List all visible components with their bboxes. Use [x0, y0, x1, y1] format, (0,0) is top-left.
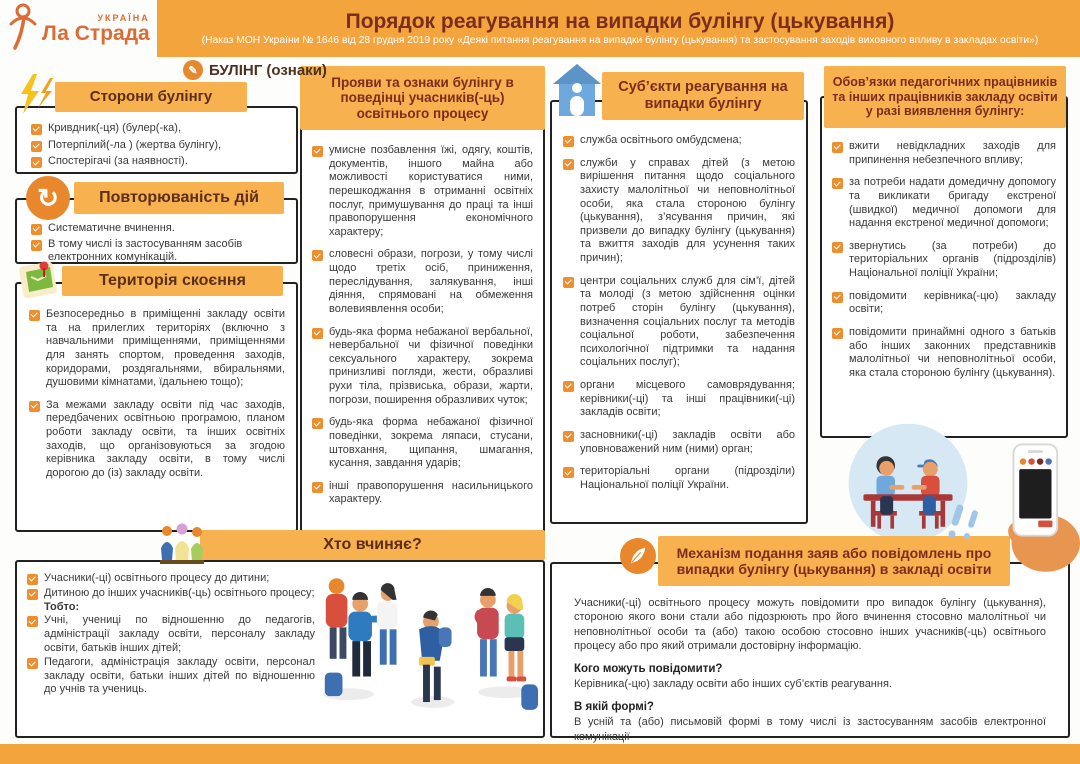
check-bullet-icon: [31, 157, 42, 168]
check-bullet-icon: [312, 328, 323, 339]
feather-pen-icon: [620, 538, 656, 574]
section-title-terytoria: Територія скоєння: [62, 266, 283, 296]
logo-figure-icon: [6, 2, 40, 55]
panel-subjekty: [550, 100, 808, 524]
list-item: служба освітнього омбудсмена;: [580, 134, 742, 146]
list-item: За межами закладу освіти під час заходів, передбачених освітньою програмою, планом роботи закладу освіти, та інших освітніх заходів, що організовуються за згодою керівника закладу освіти, в тому числі дорогою до (із) закладу освіти.: [46, 398, 285, 479]
check-bullet-icon: [29, 310, 40, 321]
section-title-povtor: Повторюваність дій: [74, 182, 284, 214]
list-item: Систематичне вчинення.: [48, 222, 175, 234]
mekhanizm-question-1: Кого можуть повідомити?: [574, 663, 723, 676]
page-subtitle: (Наказ МОН України № 1646 від 28 грудня 2019 року «Деякі питання реагування на випадки булінгу (цькування) та застосування заходів виховного впливу в закладах освіти»): [201, 35, 1039, 47]
check-bullet-icon: [563, 431, 574, 442]
list-item: Спостерігачі (за наявності).: [48, 155, 188, 168]
panel-khto: [15, 560, 545, 738]
check-bullet-icon: [563, 381, 574, 392]
check-bullet-icon: [31, 141, 42, 152]
page-title: Порядок реагування на випадки булінгу (цькування): [345, 10, 895, 34]
exclamation-marks-icon: [948, 500, 984, 557]
panel-terytoria: [15, 282, 298, 532]
list-item: вжити невідкладних заходів для припинення небезпечного впливу;: [849, 140, 1056, 166]
check-bullet-icon: [832, 142, 843, 153]
section-title-obovyazky: Обов’язки педагогічних працівників та інших працівників закладу освіти у разі виявлення булінгу:: [824, 66, 1066, 128]
check-bullet-icon: [31, 240, 42, 251]
house-icon: [551, 62, 603, 123]
list-item: Дитиною до інших учасників(-ць) освітнього процесу;: [44, 586, 315, 599]
list-item: інші правопорушення насильницького характеру.: [329, 479, 533, 506]
students-bullying-illustration: [313, 566, 539, 735]
tobto-label: Тобто:: [44, 601, 80, 614]
list-item: засновники(-ці) закладів освіти або уповноважений ним (ними) орган;: [580, 428, 795, 455]
list-item: повідомити керівника(-цю) закладу освіти;: [849, 289, 1056, 316]
list-item: Потерпілий(-ла ) (жертва булінгу),: [48, 138, 222, 151]
check-bullet-icon: [312, 146, 323, 157]
logo-country-label: УКРАЇНА: [97, 12, 150, 23]
mekhanizm-paragraph: Учасники(-ці) освітнього процесу можуть повідомити про випадок булінгу (цькування), стороною якого вони стали або підозрюють про його вчинення стосовно малолітньої чи неповнолітньої особи та (або) такою особою стосовно інших учасників(-ць) освітнього процесу або про який отримали достовірну інформацію.: [574, 597, 1046, 652]
list-item: Кривдник(-ця) (булер(-ка),: [48, 122, 181, 134]
check-bullet-icon: [832, 328, 843, 339]
mekhanizm-answer-1: Керівника(-цю) закладу освіти або інших суб’єктів реагування.: [574, 678, 892, 691]
buling-heading-label: БУЛІНГ (ознаки): [209, 61, 327, 79]
list-item: територіальні органи (підрозділи) Національної поліції України.: [580, 465, 795, 491]
list-item: Безпосередньо в приміщенні закладу освіти та на прилеглих територіях (включно з навчальними приміщеннями, приміщеннями для занять спортом, проведення заходів, коридорами, роздягальнями, вбиральнями, душовими кімнатами, їдальнею тощо);: [46, 308, 285, 389]
la-strada-logo: [0, 0, 157, 57]
bottom-accent-bar: [0, 744, 1080, 764]
list-item: повідомити принаймні одного з батьків або інших законних представників малолітньої чи неповнолітньої особи, яка стала стороною булінгу (цькування).: [849, 325, 1056, 379]
check-bullet-icon: [27, 658, 38, 669]
check-bullet-icon: [832, 242, 843, 253]
panel-proyavy: [300, 96, 545, 540]
check-bullet-icon: [832, 178, 843, 189]
section-title-subjekty: Суб’єкти реагування на випадки булінгу: [602, 72, 804, 120]
list-item: органи місцевого самоврядування; керівники(-ці) та інші працівники(-ці) закладів освіти;: [580, 379, 795, 419]
panel-mekhanizm: [550, 562, 1070, 743]
list-item: словесні образи, погрози, у тому числі щодо третіх осіб, приниження, переслідування, залякування, інші діяння, спрямовані на обмеження волевиявлення особи;: [329, 248, 533, 315]
pencil-icon: ✎: [183, 60, 203, 80]
check-bullet-icon: [563, 136, 574, 147]
check-bullet-icon: [563, 159, 574, 170]
check-bullet-icon: [832, 292, 843, 303]
section-title-mekhanizm: Механізм подання заяв або повідомлень про випадки булінгу (цькування) в закладі освіти: [658, 536, 1010, 586]
list-item: центри соціальних служб для сім’ї, дітей та молоді (з метою здійснення оцінки потреб сторін булінгу (цькування), визначення соціальних послуг та методів соціальної роботи, забезпечення психологічної підтримки та надання соціальних послуг);: [580, 274, 795, 369]
list-item: будь-яка форма небажаної фізичної поведінки, зокрема ляпаси, стусани, штовхання, щипання, шмагання, кусання, завдання ударів;: [329, 416, 533, 470]
section-title-khto: Хто вчиняє?: [200, 530, 545, 560]
mekhanizm-question-2: В якій формі?: [574, 701, 654, 714]
check-bullet-icon: [31, 224, 42, 235]
check-bullet-icon: [27, 589, 38, 600]
logo-name-label: Ла Страда: [42, 21, 150, 45]
mekhanizm-answer-2: В усній та (або) письмовій формі в тому числі із застосуванням засобів електронної комунікації: [574, 716, 1046, 743]
check-bullet-icon: [29, 401, 40, 412]
check-bullet-icon: [312, 250, 323, 261]
section-title-proyavy: Прояви та ознаки булінгу в поведінці учасників(-ць) освітнього процесу: [300, 66, 545, 130]
check-bullet-icon: [563, 467, 574, 478]
list-item: В тому числі із застосуванням засобів електронних комунікацій.: [48, 237, 243, 264]
people-group-icon: [158, 522, 206, 569]
map-icon: [16, 256, 62, 305]
check-bullet-icon: [312, 418, 323, 429]
check-bullet-icon: [312, 482, 323, 493]
check-bullet-icon: [27, 616, 38, 627]
list-item: умисне позбавлення їжі, одягу, коштів, документів, іншого майна або можливості користуватися ними, перешкоджання в отриманні освітніх послуг, примушування до праці та інші правопорушення економічного характеру;: [329, 144, 533, 238]
panel-obovyazky: [820, 96, 1068, 438]
list-item: звернутись (за потреби) до територіальних органів (підрозділів) Національної поліції України;: [849, 239, 1056, 279]
buling-heading: [183, 60, 327, 80]
list-item: Учасники(-ці) освітнього процесу до дитини;: [44, 572, 270, 584]
list-item: Учні, учениці по відношенню до педагогів, адміністрації закладу освіти, персоналу закладу освіти, батьків інших дітей;: [44, 614, 315, 654]
check-bullet-icon: [31, 124, 42, 135]
list-item: будь-яка форма небажаної вербальної, невербальної чи фізичної поведінки сексуального характеру, зокрема принизливі погляди, жести, образливі рухи тіла, прізвиська, образи, жарти, погрози, поширення образливих чуток;: [329, 325, 533, 406]
section-title-storony: Сторони булінгу: [55, 82, 247, 112]
lightning-icon: [16, 72, 58, 123]
repeat-icon: ↻: [26, 176, 70, 220]
list-item: Педагоги, адміністрація закладу освіти, персонал закладу освіти, батьки інших дітей по відношенню до учнів та учениць.: [44, 656, 315, 696]
header-band: [0, 0, 1080, 57]
list-item: служби у справах дітей (з метою вирішення питання щодо соціального захисту малолітньої чи неповнолітньої особи, яка стала стороною булінгу (цькування), з’ясування причин, які призвели до випадку булінгу (цькування) та вжиття заходів для усунення таких причин);: [580, 156, 795, 264]
check-bullet-icon: [27, 574, 38, 585]
list-item: за потреби надати домедичну допомогу та викликати бригаду екстреної (швидкої) медичної допомоги для надання екстреної медичної допомоги;: [849, 176, 1056, 230]
check-bullet-icon: [563, 277, 574, 288]
